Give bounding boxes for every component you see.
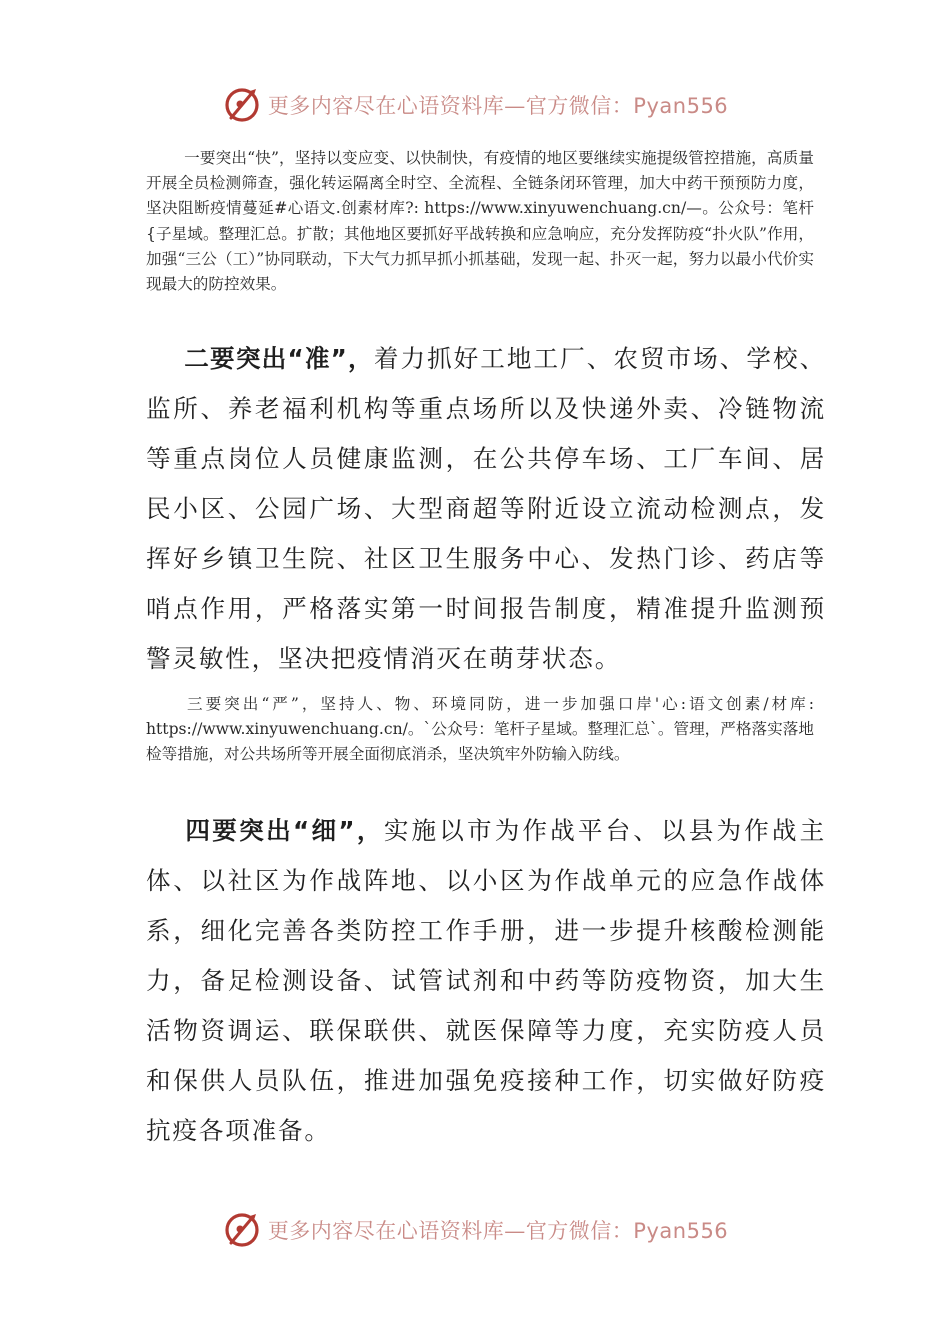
paragraph-2-lead: 二要突出“准”， — [184, 344, 374, 373]
paragraph-4: 四要突出“细”，实施以市为作战平台、以县为作战主体、以社区为作战阵地、以小区为作战单元的应急作战体系，细化完善各类防控工作手册，进一步提升核酸检测能力，备足检测设备、试管试剂和中药等防疫物资，加大生活物资调运、联保联供、就医保障等力度，充实防疫人员和保供人员队伍，推进加强免疫接种工作，切实做好防疫抗疫各项准备。 — [146, 816, 827, 1145]
header-banner — [0, 83, 950, 127]
brush-logo-icon — [222, 85, 262, 125]
paragraph-2: 二要突出“准”，着力抓好工地工厂、农贸市场、学校、监所、养老福利机构等重点场所以及快递外卖、冷链物流等重点岗位人员健康监测，在公共停车场、工厂车间、居民小区、公园广场、大型商超等附近设立流动检测点，发挥好乡镇卫生院、社区卫生服务中心、发热门诊、药店等哨点作用，严格落实第一时间报告制度，精准提升监测预警灵敏性，坚决把疫情消灭在萌芽状态。 — [146, 344, 826, 673]
footer-banner — [0, 1208, 950, 1252]
banner-text: 更多内容尽在心语资料库—官方微信：Pyan556 — [267, 94, 729, 118]
paragraph-1: 一要突出“快”，坚持以变应变、以快制快，有疫情的地区要继续实施提级管控措施，高质量开展全员检测筛查，强化转运隔离全时空、全流程、全链条闭环管理，加大中药干预预防力度，坚决阻断疫情蔓延#心语文.创素材库?: https://www.xinyuwenchuang.cn/—。公众号：笔杆{子星域。整理汇总。扩散；其他地区要抓好平战转换和应急响应，充分发挥防疫“扑火队”作用，加强“三公（工）”协同联动，下大气力抓早抓小抓基础，发现一起、扑灭一起，努力以最小代价实现最大的防控效果。 — [146, 149, 814, 294]
paragraph-3: 三要突出“严”，坚持人、物、环境同防，进一步加强口岸'心:语文创素/材库: https://www.xinyuwenchuang.cn/。`公众号：笔杆子星域。整理汇总`。管理，严格落实落地检等措施，对公共场所等开展全面彻底消杀，坚决筑牢外防输入防线。 — [146, 695, 814, 764]
brush-logo-icon — [222, 1210, 262, 1250]
paragraph-4-lead: 四要突出“细”， — [184, 816, 384, 845]
banner-text: 更多内容尽在心语资料库—官方微信：Pyan556 — [267, 1219, 729, 1243]
